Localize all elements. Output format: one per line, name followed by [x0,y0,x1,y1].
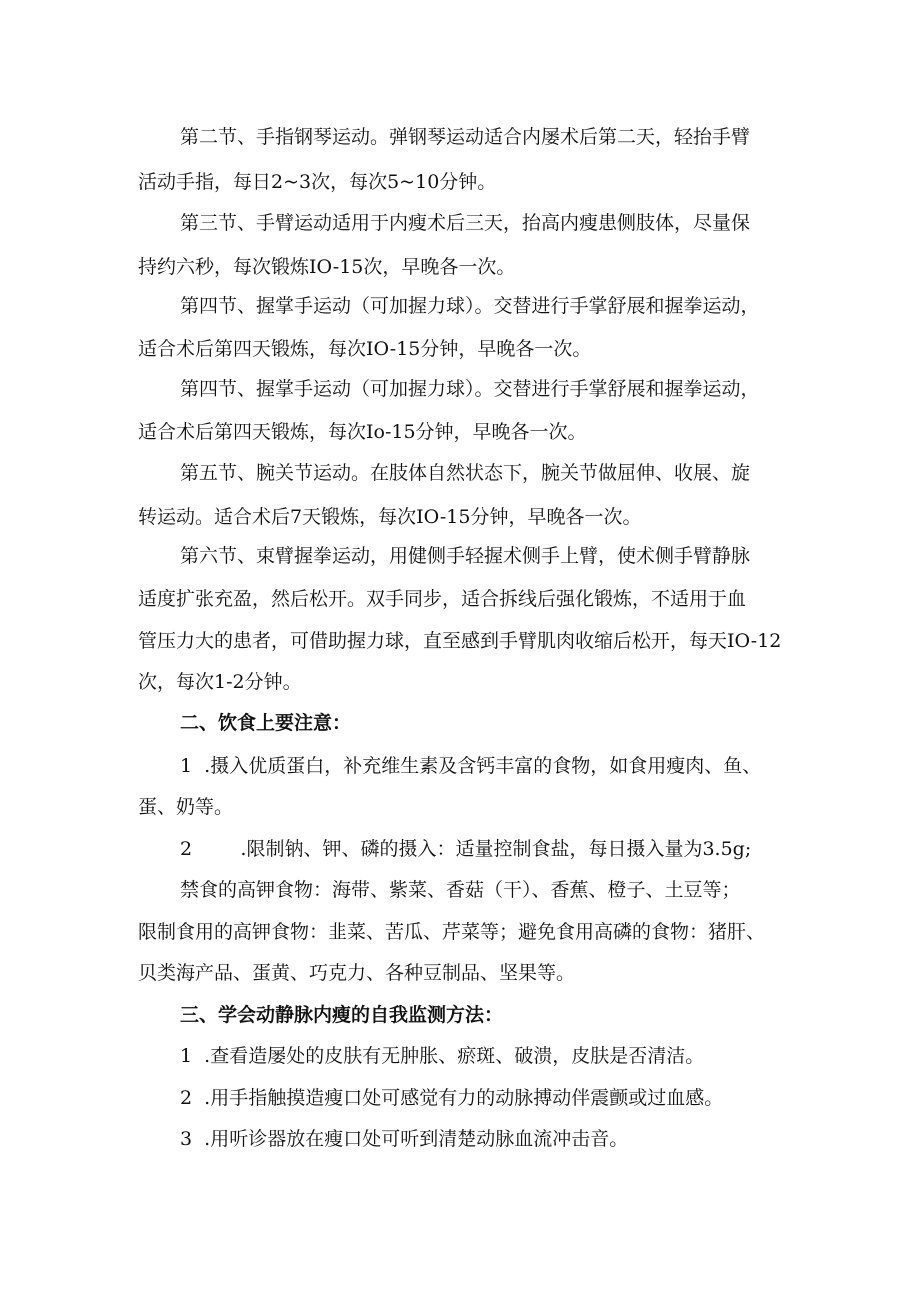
paragraph-line: 第二节、手指钢琴运动。弹钢琴运动适合内屡术后第二天，轻抬手臂 [180,126,751,148]
paragraph-line: 限制食用的高钾食物：韭菜、苦瓜、芹菜等；避免食用高磷的食物：猪肝、 [138,921,766,943]
list-item: 1 .查看造屡处的皮肤有无肿胀、瘀斑、破溃，皮肤是否清洁。 [180,1045,705,1067]
paragraph-line: 贝类海产品、蛋黄、巧克力、各种豆制品、坚果等。 [138,962,576,984]
paragraph-line: 适合术后第四天锻炼，每次IO-15分钟，早晚各一次。 [138,338,592,360]
paragraph-line: 适合术后第四天锻炼，每次Io-15分钟，早晚各一次。 [138,421,587,443]
list-item: 3 .用听诊器放在瘦口处可听到清楚动脉血流冲击音。 [180,1128,629,1150]
paragraph-line: 第三节、手臂运动适用于内瘦术后三天，抬高内瘦患侧肢体，尽量保 [180,212,751,234]
paragraph-line: 管压力大的患者，可借助握力球，直至感到手臂肌肉收缩后松开，每天IO-12 [138,630,782,652]
paragraph-line: 持约六秒，每次锻炼IO-15次，早晚各一次。 [138,256,516,278]
paragraph-line: 适度扩张充盈，然后松开。双手同步，适合拆线后强化锻炼，不适用于血 [138,588,747,610]
paragraph-line: 第五节、腕关节运动。在肢体自然状态下，腕关节做屈伸、收展、旋 [180,462,751,484]
paragraph-line: 第四节、握掌手运动（可加握力球）。交替进行手掌舒展和握拳运动， [180,295,760,317]
list-item: 2 .限制钠、钾、磷的摄入：适量控制食盐，每日摄入量为3.5g; [180,838,752,860]
section-heading-monitoring: 三、学会动静脉内瘦的自我监测方法： [180,1004,504,1026]
section-heading-diet: 二、饮食上要注意： [180,712,352,734]
paragraph-line: 第六节、束臂握拳运动，用健侧手轻握术侧手上臂，使术侧手臂静脉 [180,545,751,567]
paragraph-line: 第四节、握掌手运动（可加握力球）。交替进行手掌舒展和握拳运动， [180,378,760,400]
paragraph-line: 转运动。适合术后7天锻炼，每次IO-15分钟，早晚各一次。 [138,506,642,528]
paragraph-line: 次，每次1-2分钟。 [138,671,302,693]
paragraph-line: 蛋、奶等。 [138,796,234,818]
paragraph-line: 活动手指，每日2~3次，每次5~10分钟。 [138,171,497,193]
list-item: 1 .摄入优质蛋白，补充维生素及含钙丰富的食物，如食用瘦肉、鱼、 [180,755,762,777]
list-item: 2 .用手指触摸造瘦口处可感觉有力的动脉搏动伴震颤或过血感。 [180,1087,724,1109]
paragraph-line: 禁食的高钾食物：海带、紫菜、香菇（干）、香蕉、橙子、土豆等； [180,879,741,901]
